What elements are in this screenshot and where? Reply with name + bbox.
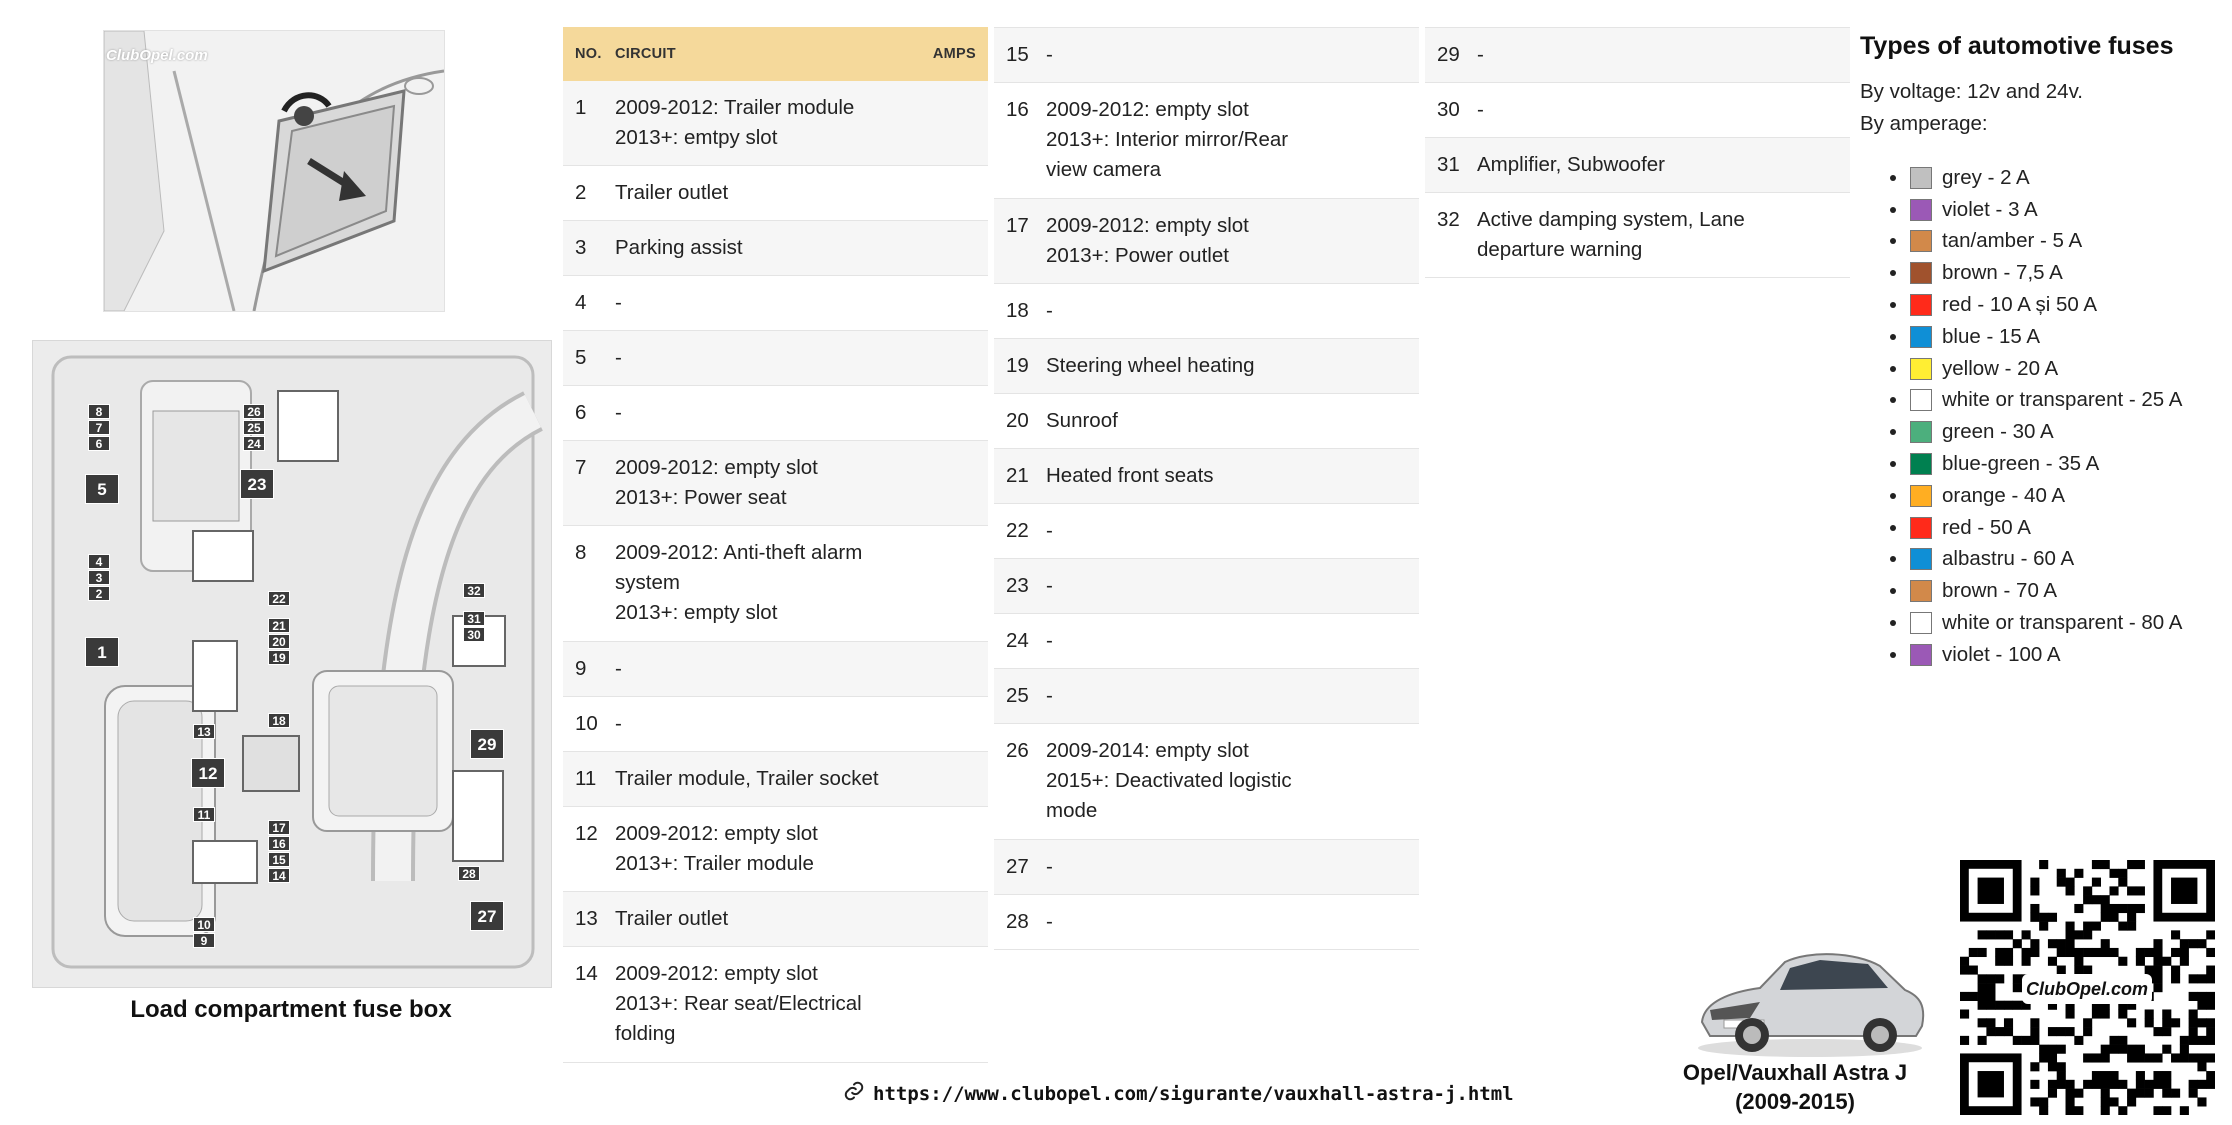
fuse-number: 28	[1006, 910, 1029, 933]
fuse-circuit	[1477, 95, 1850, 125]
source-url[interactable]: https://www.clubopel.com/sigurante/vauxhall-astra-j.html	[873, 1082, 1514, 1105]
circuit-line: -	[1046, 519, 1053, 542]
table-row	[563, 752, 988, 807]
fuse-number: 16	[1006, 98, 1029, 121]
bullet-icon	[1890, 588, 1896, 594]
circuit-line: 2009-2014: empty slot	[1046, 739, 1249, 762]
table-row	[994, 339, 1419, 394]
fuse-number: 32	[1437, 208, 1460, 231]
circuit-line: -	[1046, 299, 1053, 322]
fuse-circuit	[615, 819, 988, 879]
fuse-number: 21	[1006, 464, 1029, 487]
fuse-number: 6	[575, 401, 587, 424]
fuse-circuit	[1477, 40, 1850, 70]
table-row	[563, 221, 988, 276]
circuit-line: Trailer outlet	[615, 181, 729, 204]
color-swatch	[1910, 262, 1932, 284]
fuse-circuit	[1046, 406, 1419, 436]
fuse-slot-label: 28	[458, 866, 480, 881]
voltage-info: By voltage: 12v and 24v.	[1860, 80, 2083, 103]
fuse-number: 31	[1437, 153, 1460, 176]
table-row	[563, 697, 988, 752]
table-row	[994, 504, 1419, 559]
list-item	[1890, 448, 2182, 480]
color-swatch	[1910, 389, 1932, 411]
fuse-number: 26	[1006, 739, 1029, 762]
fuse-type-label: white or transparent - 25 A	[1942, 388, 2183, 412]
car-model-label	[1660, 1058, 1930, 1116]
circuit-line: Amplifier, Subwoofer	[1477, 153, 1666, 176]
circuit-line: Sunroof	[1046, 409, 1118, 432]
fuse-slot-label: 24	[243, 436, 265, 451]
circuit-line: -	[1477, 43, 1484, 66]
fuse-slot-label: 18	[268, 713, 290, 728]
circuit-line: -	[615, 712, 622, 735]
fuse-number: 7	[575, 456, 587, 479]
color-swatch	[1910, 199, 1932, 221]
fuse-number: 1	[575, 96, 587, 119]
color-swatch	[1910, 230, 1932, 252]
list-item	[1890, 639, 2182, 671]
circuit-line: -	[1477, 98, 1484, 121]
fuse-circuit	[615, 654, 988, 684]
fuse-slot-label: 27	[470, 901, 504, 931]
circuit-line: 2013+: Rear seat/Electrical	[615, 992, 862, 1015]
fuse-slot-label: 7	[88, 420, 110, 435]
color-swatch	[1910, 580, 1932, 602]
circuit-line: 2013+: Interior mirror/Rear	[1046, 128, 1289, 151]
fuse-box-diagram	[32, 340, 552, 988]
fuse-slot-label: 26	[243, 404, 265, 419]
circuit-line: -	[615, 346, 622, 369]
fuse-number: 2	[575, 181, 587, 204]
fuse-number: 8	[575, 541, 587, 564]
table-row	[994, 284, 1419, 339]
fuse-circuit	[615, 178, 988, 208]
fuse-number: 24	[1006, 629, 1029, 652]
fuse-type-label: green - 30 A	[1942, 420, 2054, 444]
circuit-line: view camera	[1046, 158, 1162, 181]
table-row	[563, 947, 988, 1063]
fuse-type-label: blue - 15 A	[1942, 324, 2041, 348]
list-item	[1890, 289, 2182, 321]
fuse-number: 4	[575, 291, 587, 314]
list-item	[1890, 353, 2182, 385]
source-link[interactable]	[843, 1080, 1514, 1107]
qr-watermark: ClubOpel.com	[2022, 974, 2152, 1004]
fuse-circuit	[1046, 681, 1419, 711]
table-row	[994, 199, 1419, 284]
table-row	[1425, 83, 1850, 138]
bullet-icon	[1890, 461, 1896, 467]
fuse-circuit	[1046, 852, 1419, 882]
fuse-table-col1	[563, 27, 988, 1063]
fuse-type-label: white or transparent - 80 A	[1942, 611, 2183, 635]
fuse-table-col2	[994, 27, 1419, 950]
circuit-line: folding	[615, 1022, 676, 1045]
table-row	[994, 724, 1419, 840]
table-row	[563, 807, 988, 892]
list-item	[1890, 607, 2182, 639]
bullet-icon	[1890, 652, 1896, 658]
fuse-number: 9	[575, 657, 587, 680]
circuit-line: Trailer module, Trailer socket	[615, 767, 879, 790]
fuse-circuit	[615, 904, 988, 934]
list-item	[1890, 544, 2182, 576]
color-swatch	[1910, 453, 1932, 475]
circuit-line: system	[615, 571, 680, 594]
fuse-circuit	[615, 93, 988, 153]
bullet-icon	[1890, 175, 1896, 181]
list-item	[1890, 480, 2182, 512]
list-item	[1890, 416, 2182, 448]
table-row	[563, 526, 988, 642]
fuse-slot-label: 14	[268, 868, 290, 883]
fuse-number: 25	[1006, 684, 1029, 707]
color-swatch	[1910, 548, 1932, 570]
table-row	[994, 840, 1419, 895]
fuse-slot-label: 1	[85, 637, 119, 667]
bullet-icon	[1890, 525, 1896, 531]
color-swatch	[1910, 644, 1932, 666]
circuit-line: -	[1046, 574, 1053, 597]
fuse-slot-label: 23	[240, 469, 274, 499]
fuse-number: 23	[1006, 574, 1029, 597]
fuse-type-label: tan/amber - 5 A	[1942, 229, 2083, 253]
fuse-circuit	[1046, 571, 1419, 601]
fuse-number: 3	[575, 236, 587, 259]
bullet-icon	[1890, 620, 1896, 626]
bullet-icon	[1890, 207, 1896, 213]
circuit-line: 2013+: empty slot	[615, 601, 778, 624]
bullet-icon	[1890, 429, 1896, 435]
fuse-type-label: yellow - 20 A	[1942, 356, 2059, 380]
fuse-type-label: brown - 7,5 A	[1942, 261, 2063, 285]
fuse-circuit	[1046, 95, 1419, 185]
circuit-line: 2009-2012: empty slot	[615, 822, 818, 845]
fuse-slot-label: 8	[88, 404, 110, 419]
model-years: (2009-2015)	[1735, 1089, 1855, 1114]
table-row	[994, 28, 1419, 83]
fuse-number: 27	[1006, 855, 1029, 878]
table-row	[563, 892, 988, 947]
fuse-circuit	[1477, 150, 1850, 180]
fuse-type-label: blue-green - 35 A	[1942, 452, 2100, 476]
qr-code	[1960, 860, 2215, 1115]
table-row	[994, 614, 1419, 669]
fuse-circuit	[1046, 211, 1419, 271]
fuse-slot-label: 15	[268, 852, 290, 867]
circuit-line: -	[1046, 855, 1053, 878]
fuse-circuit	[1046, 736, 1419, 826]
fuse-number: 29	[1437, 43, 1460, 66]
color-swatch	[1910, 358, 1932, 380]
bullet-icon	[1890, 334, 1896, 340]
fuse-slot-label: 20	[268, 634, 290, 649]
fuse-slot-label: 30	[463, 627, 485, 642]
list-item	[1890, 385, 2182, 417]
fuse-number: 15	[1006, 43, 1029, 66]
fuse-circuit	[615, 453, 988, 513]
list-item	[1890, 194, 2182, 226]
fuse-type-label: orange - 40 A	[1942, 483, 2066, 507]
amperage-info: By amperage:	[1860, 112, 1988, 135]
header-no: NO.	[575, 46, 602, 62]
circuit-line: 2013+: Power seat	[615, 486, 787, 509]
fuse-slot-label: 6	[88, 436, 110, 451]
fuse-circuit	[615, 233, 988, 263]
fuse-slot-label: 13	[193, 724, 215, 739]
fuse-number: 22	[1006, 519, 1029, 542]
table-row	[994, 394, 1419, 449]
circuit-line: Steering wheel heating	[1046, 354, 1255, 377]
list-item	[1890, 226, 2182, 258]
circuit-line: -	[615, 291, 622, 314]
circuit-line: -	[615, 401, 622, 424]
fuse-number: 10	[575, 712, 598, 735]
circuit-line: 2009-2012: Trailer module	[615, 96, 855, 119]
fuse-circuit	[615, 959, 988, 1049]
fuse-circuit	[1046, 40, 1419, 70]
trunk-panel-photo	[103, 30, 445, 312]
fuse-slot-label: 32	[463, 583, 485, 598]
fuse-slot-label: 2	[88, 586, 110, 601]
circuit-line: Active damping system, Lane	[1477, 208, 1745, 231]
fuse-table-col3	[1425, 27, 1850, 278]
circuit-line: -	[1046, 910, 1053, 933]
table-row	[563, 331, 988, 386]
bullet-icon	[1890, 397, 1896, 403]
table-row	[994, 669, 1419, 724]
fuse-slot-label: 31	[463, 611, 485, 626]
circuit-line: 2013+: Power outlet	[1046, 244, 1229, 267]
color-swatch	[1910, 612, 1932, 634]
fuse-circuit	[1477, 205, 1850, 265]
table-row	[563, 276, 988, 331]
fuse-slot-label: 12	[191, 758, 225, 788]
fuse-circuit	[615, 538, 988, 628]
fuse-number: 11	[575, 767, 597, 790]
bullet-icon	[1890, 270, 1896, 276]
fuse-number: 20	[1006, 409, 1029, 432]
color-swatch	[1910, 485, 1932, 507]
fuse-slot-label: 10	[193, 917, 215, 932]
circuit-line: 2009-2012: empty slot	[1046, 98, 1249, 121]
table-row	[994, 895, 1419, 950]
fuse-type-label: violet - 100 A	[1942, 642, 2061, 666]
table-row	[994, 559, 1419, 614]
table-row	[1425, 138, 1850, 193]
fuse-type-label: albastru - 60 A	[1942, 547, 2075, 571]
circuit-line: Parking assist	[615, 236, 743, 259]
fuse-number: 13	[575, 907, 598, 930]
table-row	[563, 386, 988, 441]
fuse-type-label: red - 50 A	[1942, 515, 2031, 539]
fuse-slot-label: 9	[193, 933, 215, 948]
fuse-slot-label: 25	[243, 420, 265, 435]
fuse-number: 30	[1437, 98, 1460, 121]
table-header	[563, 27, 988, 81]
fuse-slot-label: 17	[268, 820, 290, 835]
bullet-icon	[1890, 302, 1896, 308]
fuse-circuit	[1046, 296, 1419, 326]
circuit-line: Trailer outlet	[615, 907, 729, 930]
fuse-type-label: red - 10 A și 50 A	[1942, 293, 2097, 317]
table-row	[1425, 193, 1850, 278]
fuse-circuit	[1046, 461, 1419, 491]
fuse-circuit	[615, 764, 988, 794]
watermark-text: ClubOpel.com	[106, 47, 208, 64]
fuse-circuit	[1046, 626, 1419, 656]
table-row	[563, 81, 988, 166]
fuse-circuit	[615, 398, 988, 428]
fuse-slot-label: 3	[88, 570, 110, 585]
fuse-type-label: brown - 70 A	[1942, 579, 2058, 603]
circuit-line: -	[1046, 43, 1053, 66]
color-swatch	[1910, 517, 1932, 539]
circuit-line: mode	[1046, 799, 1098, 822]
fuse-number: 19	[1006, 354, 1029, 377]
fuse-box-caption: Load compartment fuse box	[130, 996, 452, 1023]
table-row	[563, 642, 988, 697]
bullet-icon	[1890, 238, 1896, 244]
circuit-line: Heated front seats	[1046, 464, 1214, 487]
fuse-slot-label: 19	[268, 650, 290, 665]
fuse-circuit	[615, 343, 988, 373]
fuse-type-list	[1890, 162, 2182, 671]
fuse-number: 5	[575, 346, 587, 369]
circuit-line: 2013+: Trailer module	[615, 852, 814, 875]
model-name: Opel/Vauxhall Astra J	[1682, 1060, 1908, 1085]
table-row	[563, 166, 988, 221]
fuse-slot-label: 5	[85, 474, 119, 504]
fuse-slot-label: 11	[193, 807, 215, 822]
table-row	[994, 449, 1419, 504]
color-swatch	[1910, 326, 1932, 348]
color-swatch	[1910, 167, 1932, 189]
fuse-number: 17	[1006, 214, 1029, 237]
fuse-types-title: Types of automotive fuses	[1860, 32, 2174, 60]
fuse-slot-label: 16	[268, 836, 290, 851]
bullet-icon	[1890, 366, 1896, 372]
fuse-type-label: violet - 3 A	[1942, 197, 2038, 221]
list-item	[1890, 162, 2182, 194]
circuit-line: -	[1046, 684, 1053, 707]
circuit-line: 2013+: emtpy slot	[615, 126, 778, 149]
table-row	[563, 441, 988, 526]
fuse-number: 14	[575, 962, 598, 985]
header-amps: AMPS	[932, 46, 976, 62]
fuse-type-label: grey - 2 A	[1942, 165, 2030, 189]
list-item	[1890, 575, 2182, 607]
circuit-line: 2009-2012: empty slot	[615, 962, 818, 985]
circuit-line: 2009-2012: Anti-theft alarm	[615, 541, 863, 564]
color-swatch	[1910, 294, 1932, 316]
fuse-slot-label: 29	[470, 729, 504, 759]
fuse-circuit	[1046, 907, 1419, 937]
fuse-slot-label: 22	[268, 591, 290, 606]
bullet-icon	[1890, 556, 1896, 562]
list-item	[1890, 321, 2182, 353]
circuit-line: -	[1046, 629, 1053, 652]
fuse-slot-label: 21	[268, 618, 290, 633]
table-row	[1425, 28, 1850, 83]
fuse-circuit	[615, 288, 988, 318]
circuit-line: 2009-2012: empty slot	[615, 456, 818, 479]
header-circuit: CIRCUIT	[615, 46, 676, 62]
fuse-circuit	[1046, 351, 1419, 381]
fuse-circuit	[615, 709, 988, 739]
table-row	[994, 83, 1419, 199]
bullet-icon	[1890, 493, 1896, 499]
list-item	[1890, 512, 2182, 544]
fuse-number: 18	[1006, 299, 1029, 322]
circuit-line: 2015+: Deactivated logistic	[1046, 769, 1292, 792]
car-image	[1690, 940, 1930, 1060]
circuit-line: -	[615, 657, 622, 680]
list-item	[1890, 257, 2182, 289]
link-icon	[843, 1080, 865, 1107]
fuse-slot-label: 4	[88, 554, 110, 569]
circuit-line: departure warning	[1477, 238, 1643, 261]
fuse-number: 12	[575, 822, 598, 845]
color-swatch	[1910, 421, 1932, 443]
circuit-line: 2009-2012: empty slot	[1046, 214, 1249, 237]
fuse-circuit	[1046, 516, 1419, 546]
